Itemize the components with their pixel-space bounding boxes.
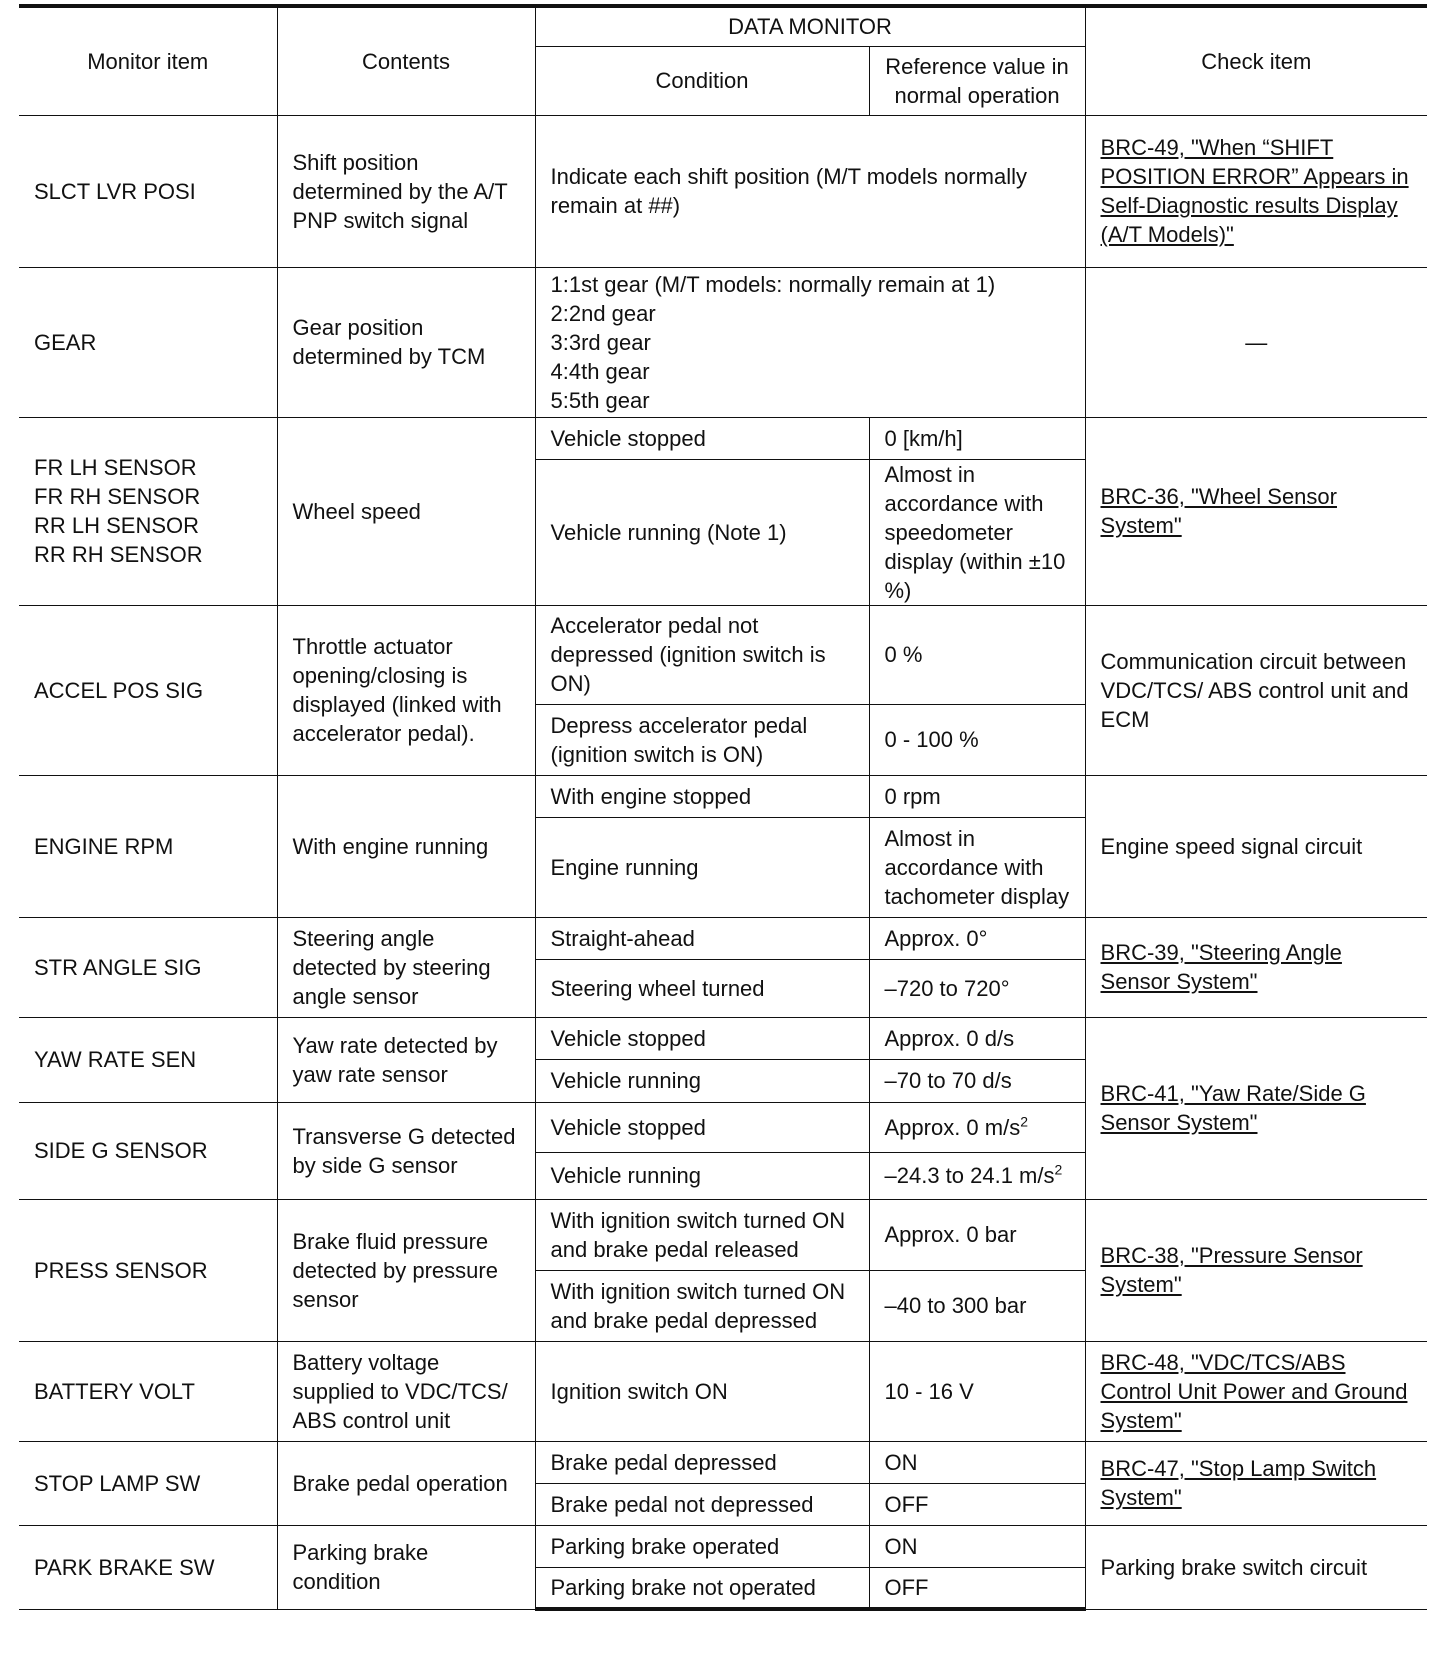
check-item-cell <box>1085 917 1427 1017</box>
check-item-link[interactable]: BRC-48, "VDC/TCS/ABS Control Unit Power and Ground System" <box>1100 1349 1408 1433</box>
check-item-cell <box>1085 1341 1427 1441</box>
header-monitor-item: Monitor item <box>19 6 277 115</box>
reference-cell: ON <box>869 1525 1085 1567</box>
contents-cell: Shift position determined by the A/T PNP switch signal <box>277 115 535 267</box>
monitor-item: SLCT LVR POSI <box>19 115 277 267</box>
check-item-cell <box>1085 417 1427 605</box>
contents-cell: Wheel speed <box>277 417 535 605</box>
reference-cell: 0 [km/h] <box>869 417 1085 459</box>
table-row <box>19 1525 1427 1567</box>
gear-line: 2:2nd gear <box>550 300 656 326</box>
contents-cell: Battery voltage supplied to VDC/TCS/ ABS control unit <box>277 1341 535 1441</box>
data-monitor-table <box>19 4 1427 1611</box>
condition-cell: Ignition switch ON <box>535 1341 869 1441</box>
superscript: 2 <box>1054 1161 1063 1178</box>
gear-line: 3:3rd gear <box>550 329 651 355</box>
contents-cell: Yaw rate detected by yaw rate sensor <box>277 1017 535 1102</box>
check-item-cell: Communication circuit between VDC/TCS/ ABS control unit and ECM <box>1085 605 1427 775</box>
reference-cell: 10 - 16 V <box>869 1341 1085 1441</box>
reference-cell: 0 % <box>869 605 1085 704</box>
gear-line: 1:1st gear (M/T models: normally remain at 1) <box>550 271 996 297</box>
contents-cell: Steering angle detected by steering angle sensor <box>277 917 535 1017</box>
condition-cell: Vehicle running <box>535 1152 869 1199</box>
reference-cell: 0 - 100 % <box>869 704 1085 775</box>
reference-cell: OFF <box>869 1483 1085 1525</box>
table-row <box>19 115 1427 267</box>
condition-cell: Indicate each shift position (M/T models normally remain at ##) <box>535 115 1085 267</box>
reference-cell: Almost in accordance with tachometer display <box>869 817 1085 917</box>
header-contents: Contents <box>277 6 535 115</box>
contents-cell: Parking brake condition <box>277 1525 535 1609</box>
check-item-link[interactable]: BRC-38, "Pressure Sensor System" <box>1100 1243 1363 1297</box>
check-item-cell <box>1085 115 1427 267</box>
condition-cell: Vehicle running <box>535 1059 869 1102</box>
check-item-link[interactable]: BRC-39, "Steering Angle Sensor System" <box>1100 940 1342 994</box>
check-item-cell <box>1085 1017 1427 1199</box>
condition-cell: Brake pedal depressed <box>535 1441 869 1483</box>
superscript: 2 <box>1020 1113 1029 1130</box>
table-row <box>19 917 1427 959</box>
reference-cell: –40 to 300 bar <box>869 1270 1085 1341</box>
contents-cell: With engine running <box>277 775 535 917</box>
check-item-link[interactable]: BRC-47, "Stop Lamp Switch System" <box>1100 1456 1377 1510</box>
condition-cell: Vehicle stopped <box>535 417 869 459</box>
check-item-cell: Engine speed signal circuit <box>1085 775 1427 917</box>
monitor-item: YAW RATE SEN <box>19 1017 277 1102</box>
table-row <box>19 267 1427 417</box>
contents-cell: Transverse G detected by side G sensor <box>277 1102 535 1199</box>
monitor-item: SIDE G SENSOR <box>19 1102 277 1199</box>
table-row <box>19 1441 1427 1483</box>
reference-value: –24.3 to 24.1 m/s <box>884 1163 1055 1188</box>
condition-cell: Vehicle stopped <box>535 1017 869 1059</box>
sensor-name: RR RH SENSOR <box>34 542 203 567</box>
condition-cell: With ignition switch turned ON and brake pedal depressed <box>535 1270 869 1341</box>
check-item-cell <box>1085 1441 1427 1525</box>
condition-cell <box>535 267 1085 417</box>
header-data-monitor: DATA MONITOR <box>535 6 1085 46</box>
monitor-item: ACCEL POS SIG <box>19 605 277 775</box>
header-condition: Condition <box>535 46 869 115</box>
reference-cell: 0 rpm <box>869 775 1085 817</box>
check-item-link[interactable]: BRC-49, "When “SHIFT POSITION ERROR” Appears in Self-Diagnostic results Display (A/T Models)" <box>1100 135 1409 247</box>
monitor-item: STR ANGLE SIG <box>19 917 277 1017</box>
gear-line: 4:4th gear <box>550 358 650 384</box>
header-reference: Reference value in normal operation <box>869 46 1085 115</box>
check-item-link[interactable]: BRC-36, "Wheel Sensor System" <box>1100 484 1337 538</box>
check-item-cell <box>1085 1199 1427 1341</box>
table-row <box>19 775 1427 817</box>
monitor-item: PARK BRAKE SW <box>19 1525 277 1609</box>
header-check-item: Check item <box>1085 6 1427 115</box>
condition-cell: Depress accelerator pedal (ignition switch is ON) <box>535 704 869 775</box>
monitor-item: BATTERY VOLT <box>19 1341 277 1441</box>
condition-cell: Parking brake not operated <box>535 1567 869 1609</box>
condition-cell: With engine stopped <box>535 775 869 817</box>
sensor-name: RR LH SENSOR <box>34 513 200 538</box>
monitor-item: STOP LAMP SW <box>19 1441 277 1525</box>
reference-cell: Approx. 0 d/s <box>869 1017 1085 1059</box>
reference-cell: Almost in accordance with speedometer display (within ±10 %) <box>869 459 1085 605</box>
sensor-name: FR LH SENSOR <box>34 455 197 480</box>
condition-cell: Straight-ahead <box>535 917 869 959</box>
reference-cell: –720 to 720° <box>869 959 1085 1017</box>
table-row <box>19 1199 1427 1270</box>
contents-cell: Brake pedal operation <box>277 1441 535 1525</box>
monitor-item: PRESS SENSOR <box>19 1199 277 1341</box>
condition-cell: Accelerator pedal not depressed (ignition switch is ON) <box>535 605 869 704</box>
check-item-dash: — <box>1085 267 1427 417</box>
reference-cell: Approx. 0° <box>869 917 1085 959</box>
reference-cell: Approx. 0 bar <box>869 1199 1085 1270</box>
table-row <box>19 605 1427 704</box>
condition-cell: Parking brake operated <box>535 1525 869 1567</box>
condition-cell: Vehicle stopped <box>535 1102 869 1152</box>
check-item-link[interactable]: BRC-41, "Yaw Rate/Side G Sensor System" <box>1100 1081 1366 1135</box>
contents-cell: Throttle actuator opening/closing is displayed (linked with accelerator pedal). <box>277 605 535 775</box>
reference-cell: –70 to 70 d/s <box>869 1059 1085 1102</box>
reference-cell <box>869 1102 1085 1152</box>
condition-cell: Engine running <box>535 817 869 917</box>
monitor-item: GEAR <box>19 267 277 417</box>
reference-cell: OFF <box>869 1567 1085 1609</box>
condition-cell: With ignition switch turned ON and brake pedal released <box>535 1199 869 1270</box>
table-row <box>19 1017 1427 1059</box>
check-item-cell: Parking brake switch circuit <box>1085 1525 1427 1609</box>
monitor-item: ENGINE RPM <box>19 775 277 917</box>
monitor-item <box>19 417 277 605</box>
reference-cell <box>869 1152 1085 1199</box>
reference-value: Approx. 0 m/s <box>884 1114 1021 1140</box>
reference-cell: ON <box>869 1441 1085 1483</box>
table-row <box>19 1341 1427 1441</box>
contents-cell: Gear position determined by TCM <box>277 267 535 417</box>
condition-cell: Steering wheel turned <box>535 959 869 1017</box>
table-row <box>19 417 1427 459</box>
contents-cell: Brake fluid pressure detected by pressure sensor <box>277 1199 535 1341</box>
sensor-name: FR RH SENSOR <box>34 484 201 509</box>
condition-cell: Brake pedal not depressed <box>535 1483 869 1525</box>
condition-cell: Vehicle running (Note 1) <box>535 459 869 605</box>
gear-line: 5:5th gear <box>550 387 650 413</box>
